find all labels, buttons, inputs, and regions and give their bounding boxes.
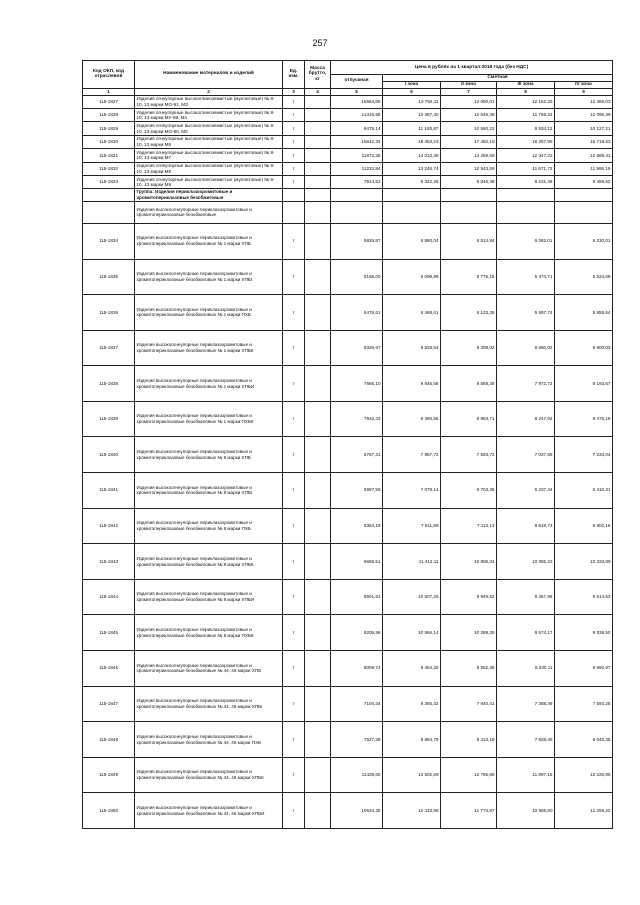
row-release-price: 9205,96 — [331, 615, 383, 651]
row-code: 115-1835 — [83, 259, 135, 295]
subgroup-code — [83, 201, 135, 223]
row-unit: т — [283, 135, 305, 148]
row-name: Изделия высокоогнеупорные периклазохромитовые и хромитопериклазовые безобжиговые № 1 марки ПХБ — [135, 295, 283, 331]
header-mass: Масса брутто, кг — [305, 61, 331, 89]
row-zone3-price: 10 055,22 — [497, 544, 555, 580]
row-zone4-price: 8 459,62 — [555, 176, 613, 189]
group-empty-cell — [305, 189, 331, 201]
row-zone3-price: 11 897,15 — [497, 757, 555, 793]
row-zone2-price: 7 563,72 — [441, 437, 497, 473]
row-mass — [305, 544, 331, 580]
row-code: 115-1836 — [83, 295, 135, 331]
row-code: 115-1839 — [83, 401, 135, 437]
row-zone1-price: 10 866,14 — [383, 615, 441, 651]
row-zone4-price: 11 259,22 — [555, 793, 613, 829]
row-zone4-price: 8 476,19 — [555, 401, 613, 437]
row-unit: т — [283, 437, 305, 473]
row-zone3-price: 7 037,89 — [497, 437, 555, 473]
row-zone3-price: 12 347,22 — [497, 149, 555, 162]
group-empty-cell — [555, 189, 613, 201]
row-zone4-price: 7 593,25 — [555, 686, 613, 722]
row-release-price: 9668,51 — [331, 544, 383, 580]
table-row — [83, 508, 613, 544]
row-zone3-price: 8 330,11 — [497, 651, 555, 687]
row-zone2-price: 8 413,19 — [441, 722, 497, 758]
row-zone4-price: 9 514,53 — [555, 579, 613, 615]
table-row — [83, 615, 613, 651]
column-number: 6 — [383, 88, 441, 95]
row-name: Изделия огнеупорные высокоглиноземистые (муллитовые) № 8-10, 13 марки М8 — [135, 162, 283, 175]
table-body — [83, 95, 613, 828]
row-name: Изделия огнеупорные высокоглиноземистые (муллитовые) № 8-10, 13 марки МО-80, М5 — [135, 122, 283, 135]
table-row — [83, 401, 613, 437]
row-zone1-price: 6 468,61 — [383, 295, 441, 331]
row-unit: т — [283, 473, 305, 509]
row-zone3-price: 8 660,02 — [497, 330, 555, 366]
row-name: Изделия высокоогнеупорные периклазохромитовые и хромитопериклазовые безобжиговые № 44, 46 марки ХПБ — [135, 651, 283, 687]
row-code: 115-1848 — [83, 722, 135, 758]
row-zone2-price: 12 543,59 — [441, 162, 497, 175]
row-unit: т — [283, 722, 305, 758]
column-number: 5 — [331, 88, 383, 95]
row-code: 115-1844 — [83, 579, 135, 615]
row-unit: т — [283, 176, 305, 189]
row-zone1-price: 13 246,74 — [383, 162, 441, 175]
row-unit: т — [283, 330, 305, 366]
row-release-price: 9475,14 — [331, 122, 383, 135]
row-zone2-price: 12 648,38 — [441, 109, 497, 122]
row-zone4-price: 6 410,31 — [555, 473, 613, 509]
row-zone4-price: 12 469,03 — [555, 95, 613, 108]
row-code: 115-1834 — [83, 223, 135, 259]
group-code — [83, 189, 135, 201]
row-zone3-price: 9 257,96 — [497, 579, 555, 615]
group-empty-cell — [331, 189, 383, 201]
row-unit: т — [283, 651, 305, 687]
row-unit: т — [283, 109, 305, 122]
row-release-price: 5478,61 — [331, 295, 383, 331]
row-zone2-price: 8 952,36 — [441, 651, 497, 687]
row-code: 115-1829 — [83, 122, 135, 135]
row-zone3-price: 9 834,12 — [497, 122, 555, 135]
row-release-price: 7932,43 — [331, 401, 383, 437]
row-zone4-price: 8 560,97 — [555, 651, 613, 687]
row-unit: т — [283, 223, 305, 259]
row-zone2-price: 10 289,35 — [441, 615, 497, 651]
row-name: Изделия высокоогнеупорные периклазохромитовые и хромитопериклазовые безобжиговые № 8 марки ПХБК — [135, 615, 283, 651]
header-price-title: Цена в рублях на 1 квартал 2018 года (без НДС) — [331, 61, 613, 75]
row-code: 115-1827 — [83, 95, 135, 108]
row-zone4-price: 6 802,16 — [555, 508, 613, 544]
group-empty-cell — [283, 189, 305, 201]
row-code: 115-1830 — [83, 135, 135, 148]
row-zone1-price: 18 463,23 — [383, 135, 441, 148]
row-unit: т — [283, 686, 305, 722]
row-unit: т — [283, 579, 305, 615]
row-code: 115-1837 — [83, 330, 135, 366]
table-row — [83, 109, 613, 122]
column-number: 9 — [555, 88, 613, 95]
row-zone4-price: 9 839,50 — [555, 615, 613, 651]
row-mass — [305, 176, 331, 189]
row-zone3-price: 6 618,73 — [497, 508, 555, 544]
row-mass — [305, 135, 331, 148]
row-zone2-price: 10 560,22 — [441, 122, 497, 135]
row-zone2-price: 6 703,38 — [441, 473, 497, 509]
row-mass — [305, 793, 331, 829]
row-mass — [305, 259, 331, 295]
row-code: 115-1841 — [83, 473, 135, 509]
row-code: 115-1840 — [83, 437, 135, 473]
row-zone1-price: 6 099,99 — [383, 259, 441, 295]
row-release-price: 8326,97 — [331, 330, 383, 366]
row-unit: т — [283, 295, 305, 331]
table-row — [83, 793, 613, 829]
group-row — [83, 189, 613, 201]
row-unit: т — [283, 401, 305, 437]
row-zone4-price: 12 095,39 — [555, 109, 613, 122]
row-unit: т — [283, 366, 305, 402]
row-mass — [305, 579, 331, 615]
row-mass — [305, 686, 331, 722]
row-zone3-price: 12 152,25 — [497, 95, 555, 108]
table-row — [83, 135, 613, 148]
row-mass — [305, 162, 331, 175]
table-row — [83, 149, 613, 162]
row-zone2-price: 5 776,19 — [441, 259, 497, 295]
table-row — [83, 579, 613, 615]
row-mass — [305, 223, 331, 259]
row-unit: т — [283, 793, 305, 829]
row-zone4-price: 8 193,67 — [555, 366, 613, 402]
group-empty-cell — [497, 189, 555, 201]
row-zone1-price: 7 511,89 — [383, 508, 441, 544]
row-name: Изделия высокоогнеупорные периклазохромитовые и хромитопериклазовые безобжиговые № 8 марки ХПБИ — [135, 579, 283, 615]
table-row — [83, 722, 613, 758]
row-zone3-price: 8 231,49 — [497, 176, 555, 189]
row-zone1-price: 9 828,54 — [383, 330, 441, 366]
row-release-price: 7104,34 — [331, 686, 383, 722]
subgroup-empty-cell — [305, 201, 331, 223]
row-zone1-price: 10 507,26 — [383, 579, 441, 615]
row-zone2-price: 8 568,28 — [441, 366, 497, 402]
row-name: Изделия высокоогнеупорные периклазохромитовые и хромитопериклазовые безобжиговые № 8 марки ПХБ — [135, 508, 283, 544]
row-release-price: 7866,10 — [331, 366, 383, 402]
group-empty-cell — [441, 189, 497, 201]
row-zone1-price: 11 412,11 — [383, 544, 441, 580]
table-row — [83, 437, 613, 473]
table-row — [83, 473, 613, 509]
row-zone1-price: 9 360,56 — [383, 401, 441, 437]
header-zone4: IV зона — [555, 81, 613, 88]
subgroup-empty-cell — [283, 201, 305, 223]
row-zone3-price: 7 828,40 — [497, 722, 555, 758]
table-row — [83, 95, 613, 108]
row-name: Изделия высокоогнеупорные периклазохромитовые и хромитопериклазовые безобжиговые № 1 марки ХПБІ — [135, 259, 283, 295]
row-zone4-price: 10 127,21 — [555, 122, 613, 135]
table-row — [83, 544, 613, 580]
row-zone2-price: 7 940,41 — [441, 686, 497, 722]
row-release-price: 11439,60 — [331, 757, 383, 793]
row-code: 115-1833 — [83, 176, 135, 189]
row-unit: т — [283, 757, 305, 793]
row-zone3-price: 11 671,72 — [497, 162, 555, 175]
group-empty-cell — [383, 189, 441, 201]
subgroup-empty-cell — [383, 201, 441, 223]
header-zone2: II зона — [441, 81, 497, 88]
row-zone2-price: 7 113,13 — [441, 508, 497, 544]
row-name: Изделия высокоогнеупорные периклазохромитовые и хромитопериклазовые безобжиговые № 44, 46 марки ХПБК — [135, 757, 283, 793]
row-zone1-price: 9 342,26 — [383, 176, 441, 189]
row-zone2-price: 8 863,71 — [441, 401, 497, 437]
table-row — [83, 366, 613, 402]
row-mass — [305, 366, 331, 402]
row-name: Изделия высокоогнеупорные периклазохромитовые и хромитопериклазовые безобжиговые № 8 марки ХПБК — [135, 544, 283, 580]
row-zone2-price: 12 785,86 — [441, 757, 497, 793]
row-release-price: 11222,84 — [331, 162, 383, 175]
row-name: Изделия огнеупорные высокоглиноземистые (муллитовые) № 8-10, 13 марки М7 — [135, 149, 283, 162]
table-row — [83, 651, 613, 687]
row-mass — [305, 757, 331, 793]
subgroup-empty-cell — [331, 201, 383, 223]
row-unit: т — [283, 149, 305, 162]
row-zone2-price: 17 482,19 — [441, 135, 497, 148]
header-zone1: I зона — [383, 81, 441, 88]
column-number: 3 — [283, 88, 305, 95]
row-zone1-price: 12 433,98 — [383, 793, 441, 829]
row-zone4-price: 8 900,03 — [555, 330, 613, 366]
row-zone2-price: 6 123,35 — [441, 295, 497, 331]
column-number: 2 — [135, 88, 283, 95]
row-release-price: 6767,31 — [331, 437, 383, 473]
row-mass — [305, 722, 331, 758]
row-release-price: 7914,52 — [331, 176, 383, 189]
table-row — [83, 330, 613, 366]
table-row — [83, 757, 613, 793]
row-zone1-price: 13 367,40 — [383, 109, 441, 122]
row-name: Изделия высокоогнеупорные периклазохромитовые и хромитопериклазовые безобжиговые № 1 марки ПХБК — [135, 401, 283, 437]
row-zone3-price: 9 574,17 — [497, 615, 555, 651]
column-number: 1 — [83, 88, 135, 95]
row-zone4-price: 7 233,04 — [555, 437, 613, 473]
row-mass — [305, 473, 331, 509]
row-zone2-price: 6 514,84 — [441, 223, 497, 259]
row-release-price: 15564,69 — [331, 95, 383, 108]
column-number: 8 — [497, 88, 555, 95]
subgroup-label: Изделия высокоогнеупорные периклазохромитовые и хромитопериклазовые безобжиговые — [135, 201, 283, 223]
row-zone1-price: 9 454,20 — [383, 651, 441, 687]
row-release-price: 15642,33 — [331, 135, 383, 148]
row-zone1-price: 7 987,72 — [383, 437, 441, 473]
row-release-price: 10534,28 — [331, 793, 383, 829]
row-name: Изделия огнеупорные высокоглиноземистые (муллитовые) № 8-10, 13 марки М9 — [135, 176, 283, 189]
row-code: 115-1838 — [83, 366, 135, 402]
row-zone2-price: 11 773,97 — [441, 793, 497, 829]
row-code: 115-1842 — [83, 508, 135, 544]
row-zone4-price: 16 718,62 — [555, 135, 613, 148]
row-zone4-price: 5 855,64 — [555, 295, 613, 331]
row-release-price: 5826,87 — [331, 223, 383, 259]
row-name: Изделия высокоогнеупорные периклазохромитовые и хромитопериклазовые безобжиговые № 8 марки ХПБ — [135, 437, 283, 473]
row-unit: т — [283, 508, 305, 544]
column-number: 7 — [441, 88, 497, 95]
group-label: Группа: Изделия периклазохромитовые и хромитопериклазовые безобжиговые — [135, 189, 283, 201]
row-unit: т — [283, 122, 305, 135]
table-row — [83, 122, 613, 135]
column-number: 4 — [305, 88, 331, 95]
row-mass — [305, 109, 331, 122]
header-code: Код ОКП, код отраслевой — [83, 61, 135, 89]
subgroup-empty-cell — [497, 201, 555, 223]
row-release-price: 7527,38 — [331, 722, 383, 758]
row-mass — [305, 330, 331, 366]
subgroup-empty-cell — [441, 201, 497, 223]
row-mass — [305, 122, 331, 135]
row-code: 115-1843 — [83, 544, 135, 580]
row-zone4-price: 10 333,89 — [555, 544, 613, 580]
row-zone3-price: 16 257,98 — [497, 135, 555, 148]
row-code: 115-1849 — [83, 757, 135, 793]
row-zone3-price: 8 247,62 — [497, 401, 555, 437]
column-numbers-row — [83, 88, 613, 95]
header-zone3: III зона — [497, 81, 555, 88]
row-zone4-price: 12 226,86 — [555, 757, 613, 793]
row-name: Изделия высокоогнеупорные периклазохромитовые и хромитопериклазовые безобжиговые № 8 марки ХПБІ — [135, 473, 283, 509]
header-name: Наименование материалов и изделий — [135, 61, 283, 89]
row-zone2-price: 13 269,56 — [441, 149, 497, 162]
row-zone4-price: 5 523,69 — [555, 259, 613, 295]
subgroup-empty-cell — [555, 201, 613, 223]
row-unit: т — [283, 259, 305, 295]
row-unit: т — [283, 544, 305, 580]
row-release-price: 6364,18 — [331, 508, 383, 544]
row-name: Изделия огнеупорные высокоглиноземистые (муллитовые) № 8-10, 13 марки МУ-89, М4 — [135, 109, 283, 122]
row-unit: т — [283, 162, 305, 175]
row-zone4-price: 8 045,35 — [555, 722, 613, 758]
row-code: 115-1828 — [83, 109, 135, 122]
row-name: Изделия огнеупорные высокоглиноземистые (муллитовые) № 8-10, 13 марки М6 — [135, 135, 283, 148]
row-code: 115-1850 — [83, 793, 135, 829]
row-zone3-price: 6 237,44 — [497, 473, 555, 509]
row-mass — [305, 295, 331, 331]
table-row — [83, 295, 613, 331]
row-zone3-price: 7 388,49 — [497, 686, 555, 722]
header-release: отпускная — [331, 75, 383, 89]
row-zone3-price: 11 769,22 — [497, 109, 555, 122]
table-row — [83, 223, 613, 259]
row-release-price: 5997,56 — [331, 473, 383, 509]
row-zone3-price: 6 062,01 — [497, 223, 555, 259]
table-row — [83, 259, 613, 295]
row-zone2-price: 9 308,02 — [441, 330, 497, 366]
header-estimate: Сметная — [383, 75, 613, 82]
row-zone3-price: 5 697,74 — [497, 295, 555, 331]
row-zone1-price: 13 792,11 — [383, 95, 441, 108]
row-zone3-price: 7 972,72 — [497, 366, 555, 402]
row-zone4-price: 6 230,01 — [555, 223, 613, 259]
row-code: 115-1831 — [83, 149, 135, 162]
row-release-price: 11316,58 — [331, 109, 383, 122]
row-zone4-price: 11 995,19 — [555, 162, 613, 175]
row-code: 115-1845 — [83, 615, 135, 651]
row-mass — [305, 651, 331, 687]
row-name: Изделия высокоогнеупорные периклазохромитовые и хромитопериклазовые безобжиговые № 1 марки ХПБ — [135, 223, 283, 259]
row-zone2-price: 8 846,38 — [441, 176, 497, 189]
table-row — [83, 686, 613, 722]
row-release-price: 5168,00 — [331, 259, 383, 295]
row-code: 115-1847 — [83, 686, 135, 722]
row-name: Изделия огнеупорные высокоглиноземистые (муллитовые) № 8-10, 13 марки МО-91, МЗ — [135, 95, 283, 108]
row-mass — [305, 149, 331, 162]
row-zone2-price: 10 806,34 — [441, 544, 497, 580]
row-name: Изделия высокоогнеупорные периклазохромитовые и хромитопериклазовые безобжиговые № 1 марки ХПБИ — [135, 366, 283, 402]
row-name: Изделия высокоогнеупорные периклазохромитовые и хромитопериклазовые безобжиговые № 1 марки ХПБК — [135, 330, 283, 366]
row-zone4-price: 12 689,41 — [555, 149, 613, 162]
row-zone1-price: 8 884,79 — [383, 722, 441, 758]
row-zone2-price: 13 060,01 — [441, 95, 497, 108]
row-zone2-price: 9 949,52 — [441, 579, 497, 615]
row-zone1-price: 6 880,04 — [383, 223, 441, 259]
subgroup-row — [83, 201, 613, 223]
header-unit: Ед. изм. — [283, 61, 305, 89]
row-unit: т — [283, 95, 305, 108]
row-unit: т — [283, 615, 305, 651]
table-row — [83, 162, 613, 175]
row-release-price: 8009,74 — [331, 651, 383, 687]
row-mass — [305, 615, 331, 651]
row-mass — [305, 508, 331, 544]
row-zone3-price: 5 374,71 — [497, 259, 555, 295]
row-name: Изделия высокоогнеупорные периклазохромитовые и хромитопериклазовые безобжиговые № 44, 46 марки ПХБ — [135, 722, 283, 758]
row-name: Изделия высокоогнеупорные периклазохромитовые и хромитопериклазовые безобжиговые № 44, 46 марки ХПБИ — [135, 793, 283, 829]
row-mass — [305, 437, 331, 473]
row-zone1-price: 7 079,14 — [383, 473, 441, 509]
row-zone1-price: 8 385,32 — [383, 686, 441, 722]
row-zone3-price: 10 955,60 — [497, 793, 555, 829]
row-zone1-price: 11 183,87 — [383, 122, 441, 135]
row-mass — [305, 95, 331, 108]
price-table — [82, 60, 613, 829]
row-zone1-price: 9 946,58 — [383, 366, 441, 402]
row-release-price: 11872,36 — [331, 149, 383, 162]
row-mass — [305, 401, 331, 437]
page-number: 257 — [312, 38, 328, 48]
row-zone1-price: 13 502,59 — [383, 757, 441, 793]
row-zone1-price: 14 013,38 — [383, 149, 441, 162]
row-code: 115-1832 — [83, 162, 135, 175]
row-code: 115-1846 — [83, 651, 135, 687]
row-name: Изделия высокоогнеупорные периклазохромитовые и хромитопериклазовые безобжиговые № 44, 46 марки ХПБІ — [135, 686, 283, 722]
row-release-price: 8901,91 — [331, 579, 383, 615]
table-row — [83, 176, 613, 189]
